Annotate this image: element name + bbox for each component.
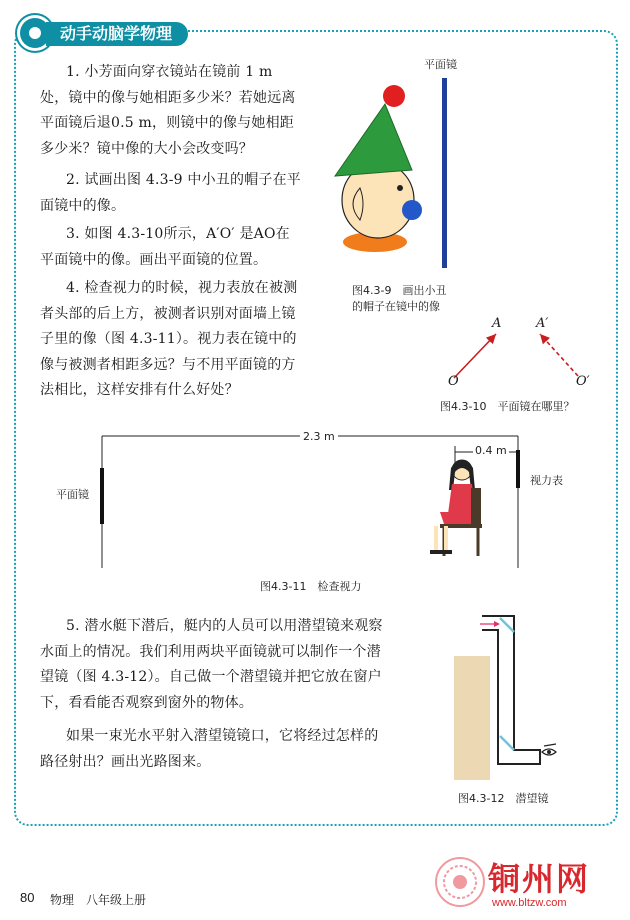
problem-6: 如果一束光水平射入潜望镜镜口，它将经过怎样的路径射出？画出光路图来。 — [40, 728, 379, 770]
problem-2: 2. 试画出图 4.3-9 中小丑的帽子在平面镜中的像。 — [40, 172, 302, 214]
clown-nose — [402, 200, 422, 220]
problem-5: 5. 潜水艇下潜后，艇内的人员可以用潜望镜来观察水面上的情况。我们利用两块平面镜就可以制作一个潜望镜（图 4.3-12）。自己做一个潜望镜并把它放在窗户下，看看能否观察到窗外的物体。 — [40, 618, 383, 711]
clown-eye — [397, 185, 403, 191]
wall-block — [454, 656, 490, 780]
label-A-prime: A′ — [536, 316, 549, 331]
fig4311-mirror-label: 平面镜 — [56, 488, 89, 501]
fig4311-chart-label: 视力表 — [530, 474, 563, 487]
fig4310-caption: 图4.3-10 平面镜在哪里？ — [440, 400, 575, 413]
eye-chart — [516, 450, 520, 488]
section-title: 动手动脑学物理 — [46, 22, 188, 46]
label-O-prime: O′ — [576, 374, 590, 389]
periscope-figure — [454, 612, 574, 782]
fig439-mirror-label: 平面镜 — [424, 58, 457, 71]
fig439-mirror — [442, 78, 447, 268]
label-A: A — [492, 316, 502, 331]
mirror-wall — [100, 468, 104, 524]
watermark-name: 铜州网 — [488, 860, 591, 898]
label-O: O — [448, 374, 459, 389]
problem-3: 3. 如图 4.3-10所示，A′O′ 是AO在平面镜中的像。画出平面镜的位置。 — [40, 226, 290, 268]
ray-AO-image — [540, 334, 578, 376]
fig439-caption-1: 图4.3-9 画出小丑 — [352, 284, 447, 297]
problem-4: 4. 检查视力的时候，视力表放在被测者头部的后上方，被测者识别对面墙上镜子里的像（图 4.3-11）。视力表在镜中的像与被测者相距多远？与不用平面镜的方法相比，这样安排有什么好处？ — [40, 280, 298, 398]
page-number: 80 — [20, 890, 35, 905]
book-title: 物理 八年级上册 — [50, 893, 147, 907]
fig4311-caption: 图4.3-11 检查视力 — [260, 580, 362, 593]
periscope-body — [482, 616, 540, 764]
fig439-caption-2: 的帽子在镜中的像 — [352, 300, 440, 313]
clown-figure — [330, 70, 460, 270]
fig4311-diagram — [90, 428, 530, 574]
problem-1: 1. 小芳面向穿衣镜站在镜前 1 m 处，镜中的像与她相距多少米？若她远离平面镜后退0.5 m，则镜中的像与她相距多少米？镜中像的大小会改变吗？ — [40, 64, 296, 157]
ray-AO — [454, 334, 496, 378]
dist-total-label: 2.3 m — [300, 430, 338, 443]
person-on-chair — [430, 460, 482, 556]
watermark-url: www.bltzw.com — [492, 897, 567, 909]
watermark-seal-icon — [434, 856, 486, 908]
clown-pompom — [383, 85, 405, 107]
dist-chart-label: 0.4 m — [475, 444, 507, 457]
fig4312-caption: 图4.3-12 潜望镜 — [458, 792, 549, 805]
clown-hat — [335, 104, 412, 176]
